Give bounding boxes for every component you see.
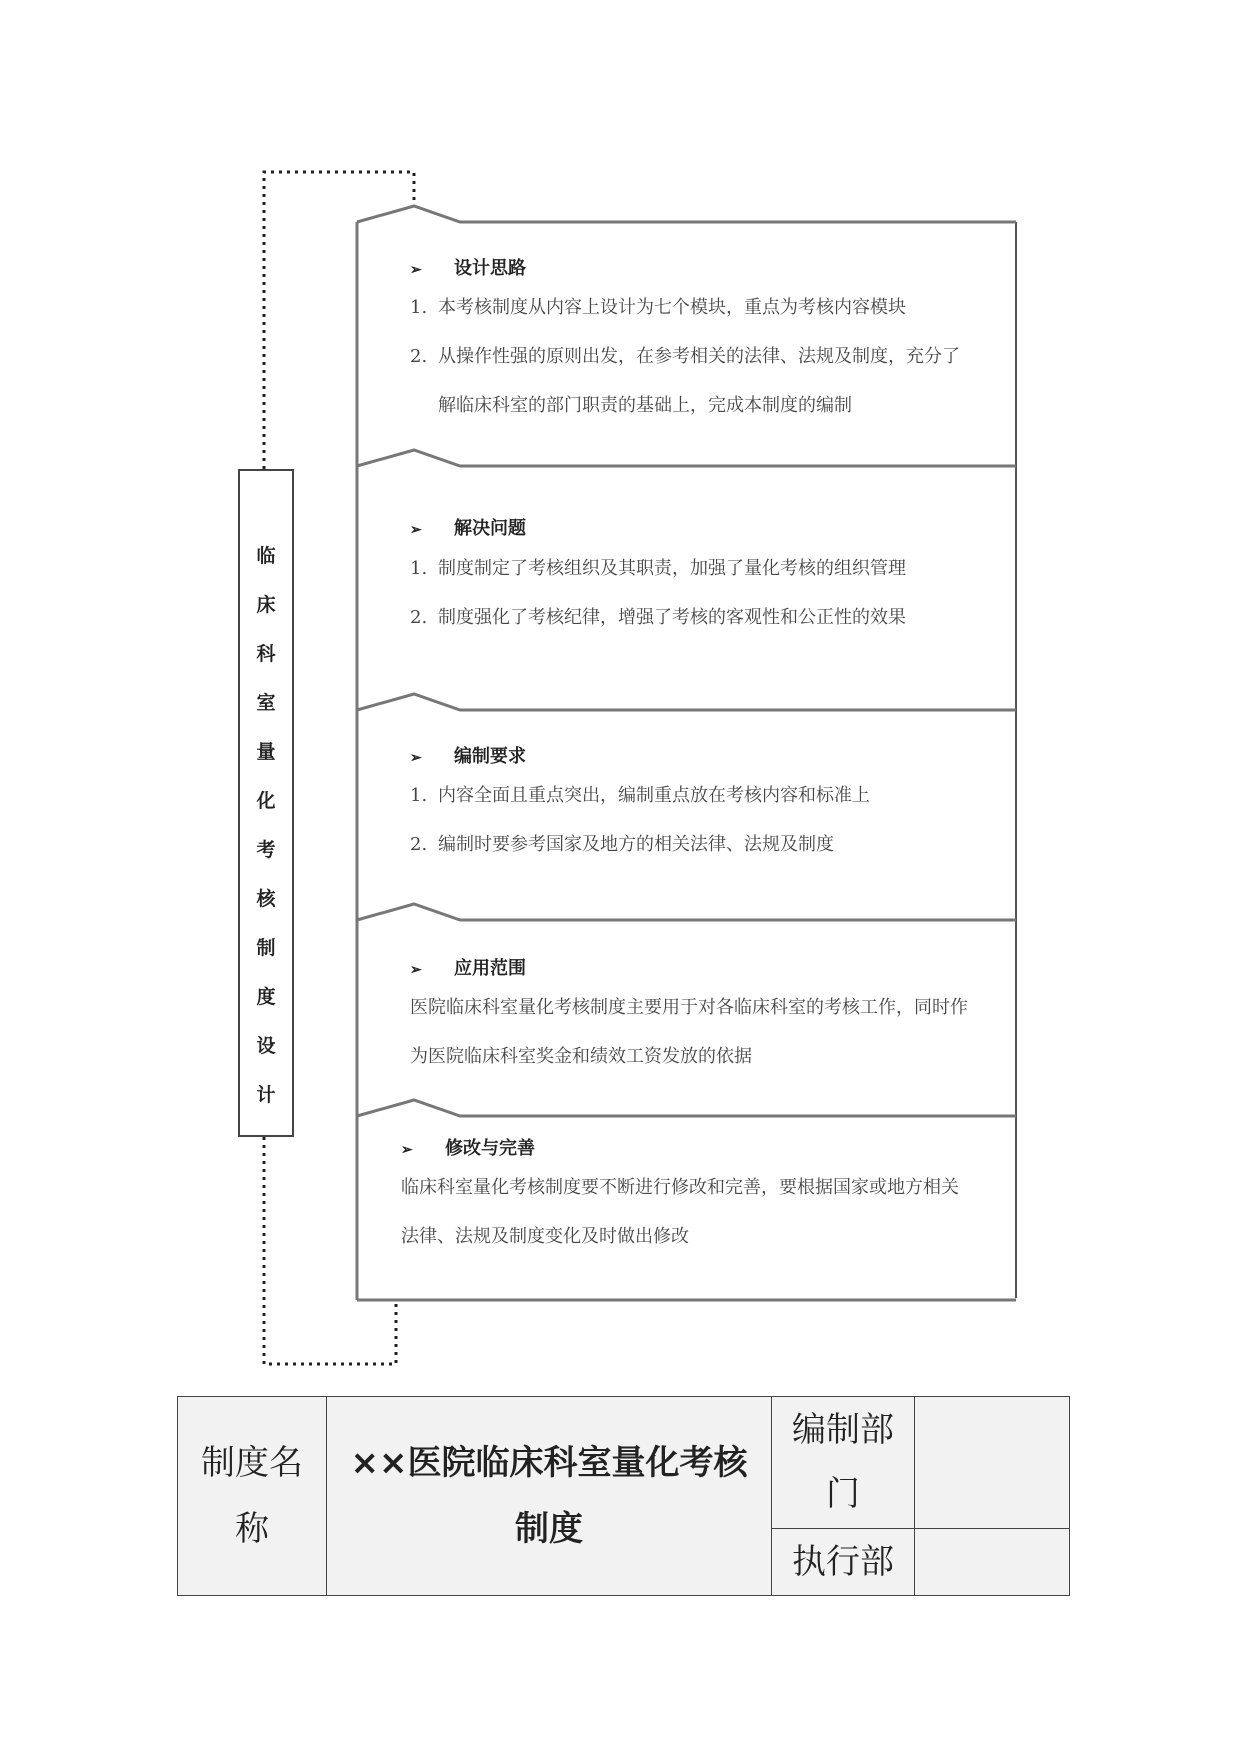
- vertical-title-char: 考: [256, 839, 276, 861]
- name-value-cell: [327, 1397, 772, 1596]
- name-value: ××医院临床科室量化考核制度: [350, 1443, 748, 1549]
- line-text: 临床科室量化考核制度要不断进行修改和完善，要根据国家或地方相关: [401, 1177, 959, 1198]
- dotted-connector-bottom: [264, 1137, 396, 1364]
- vertical-title-char: 室: [256, 692, 276, 714]
- arrow-bullet-icon: ➢: [401, 1142, 413, 1158]
- exec-value-cell[interactable]: [915, 1528, 1070, 1595]
- section-heading-text: 设计思路: [454, 258, 526, 279]
- line-text: 本考核制度从内容上设计为七个模块，重点为考核内容模块: [438, 297, 906, 318]
- vertical-title-box: [238, 469, 294, 1137]
- section-line: [410, 1042, 752, 1068]
- line-text: 制度强化了考核纪律，增强了考核的客观性和公正性的效果: [438, 607, 906, 628]
- exec-label: 执行部: [792, 1541, 894, 1582]
- name-label-cell: [178, 1397, 327, 1596]
- info-table: [177, 1396, 1070, 1596]
- section-heading-text: 修改与完善: [445, 1138, 535, 1159]
- line-text: 从操作性强的原则出发，在参考相关的法律、法规及制度，充分了: [438, 346, 960, 367]
- section-heading-text: 编制要求: [454, 746, 526, 767]
- line-text: 内容全面且重点突出，编制重点放在考核内容和标准上: [438, 785, 870, 806]
- arrow-bullet-icon: ➢: [410, 262, 422, 278]
- section-line: [410, 342, 960, 368]
- line-number: 1.: [410, 558, 428, 579]
- section-line: [410, 603, 906, 629]
- vertical-title-char: 度: [256, 986, 276, 1008]
- section-line: [410, 993, 968, 1019]
- section-line: [410, 293, 906, 319]
- line-text: 为医院临床科室奖金和绩效工资发放的依据: [410, 1046, 752, 1067]
- arrow-bullet-icon: ➢: [410, 750, 422, 766]
- vertical-title-char: 设: [256, 1035, 276, 1057]
- line-text: 编制时要参考国家及地方的相关法律、法规及制度: [438, 834, 834, 855]
- arrow-bullet-icon: ➢: [410, 962, 422, 978]
- dept-label: 编制部门: [792, 1410, 894, 1515]
- line-number: 1.: [410, 297, 428, 318]
- line-text: 医院临床科室量化考核制度主要用于对各临床科室的考核工作，同时作: [410, 997, 968, 1018]
- vertical-title-char: 临: [256, 545, 276, 567]
- section-line: [410, 781, 870, 807]
- line-number: 1.: [410, 785, 428, 806]
- section-heading: [410, 254, 526, 280]
- name-label: 制度名称: [201, 1443, 303, 1549]
- section-heading: [410, 954, 526, 980]
- line-number: 2.: [410, 607, 428, 628]
- vertical-title-char: 计: [256, 1084, 276, 1106]
- vertical-title-char: 科: [256, 643, 276, 665]
- line-text: 制度制定了考核组织及其职责，加强了量化考核的组织管理: [438, 558, 906, 579]
- section-heading-text: 应用范围: [454, 958, 526, 979]
- arrow-bullet-icon: ➢: [410, 522, 422, 538]
- section-line: [438, 391, 852, 417]
- exec-label-cell: [772, 1528, 915, 1595]
- section-heading: [410, 742, 526, 768]
- dept-value-cell[interactable]: [915, 1397, 1070, 1529]
- vertical-title-char: 量: [256, 741, 276, 763]
- vertical-title-char: 制: [256, 937, 276, 959]
- line-number: 2.: [410, 346, 428, 367]
- section-line: [401, 1173, 959, 1199]
- section-heading-text: 解决问题: [454, 518, 526, 539]
- section-heading: [401, 1134, 535, 1160]
- section-heading: [410, 514, 526, 540]
- section-line: [410, 554, 906, 580]
- line-text: 法律、法规及制度变化及时做出修改: [401, 1226, 689, 1247]
- line-number: 2.: [410, 834, 428, 855]
- vertical-title-char: 床: [256, 594, 276, 616]
- dotted-connector-top: [264, 172, 414, 469]
- dept-label-cell: [772, 1397, 915, 1529]
- vertical-title-char: 化: [256, 790, 276, 812]
- line-text: 解临床科室的部门职责的基础上，完成本制度的编制: [438, 395, 852, 416]
- vertical-title-char: 核: [256, 888, 276, 910]
- section-line: [410, 830, 834, 856]
- section-line: [401, 1222, 689, 1248]
